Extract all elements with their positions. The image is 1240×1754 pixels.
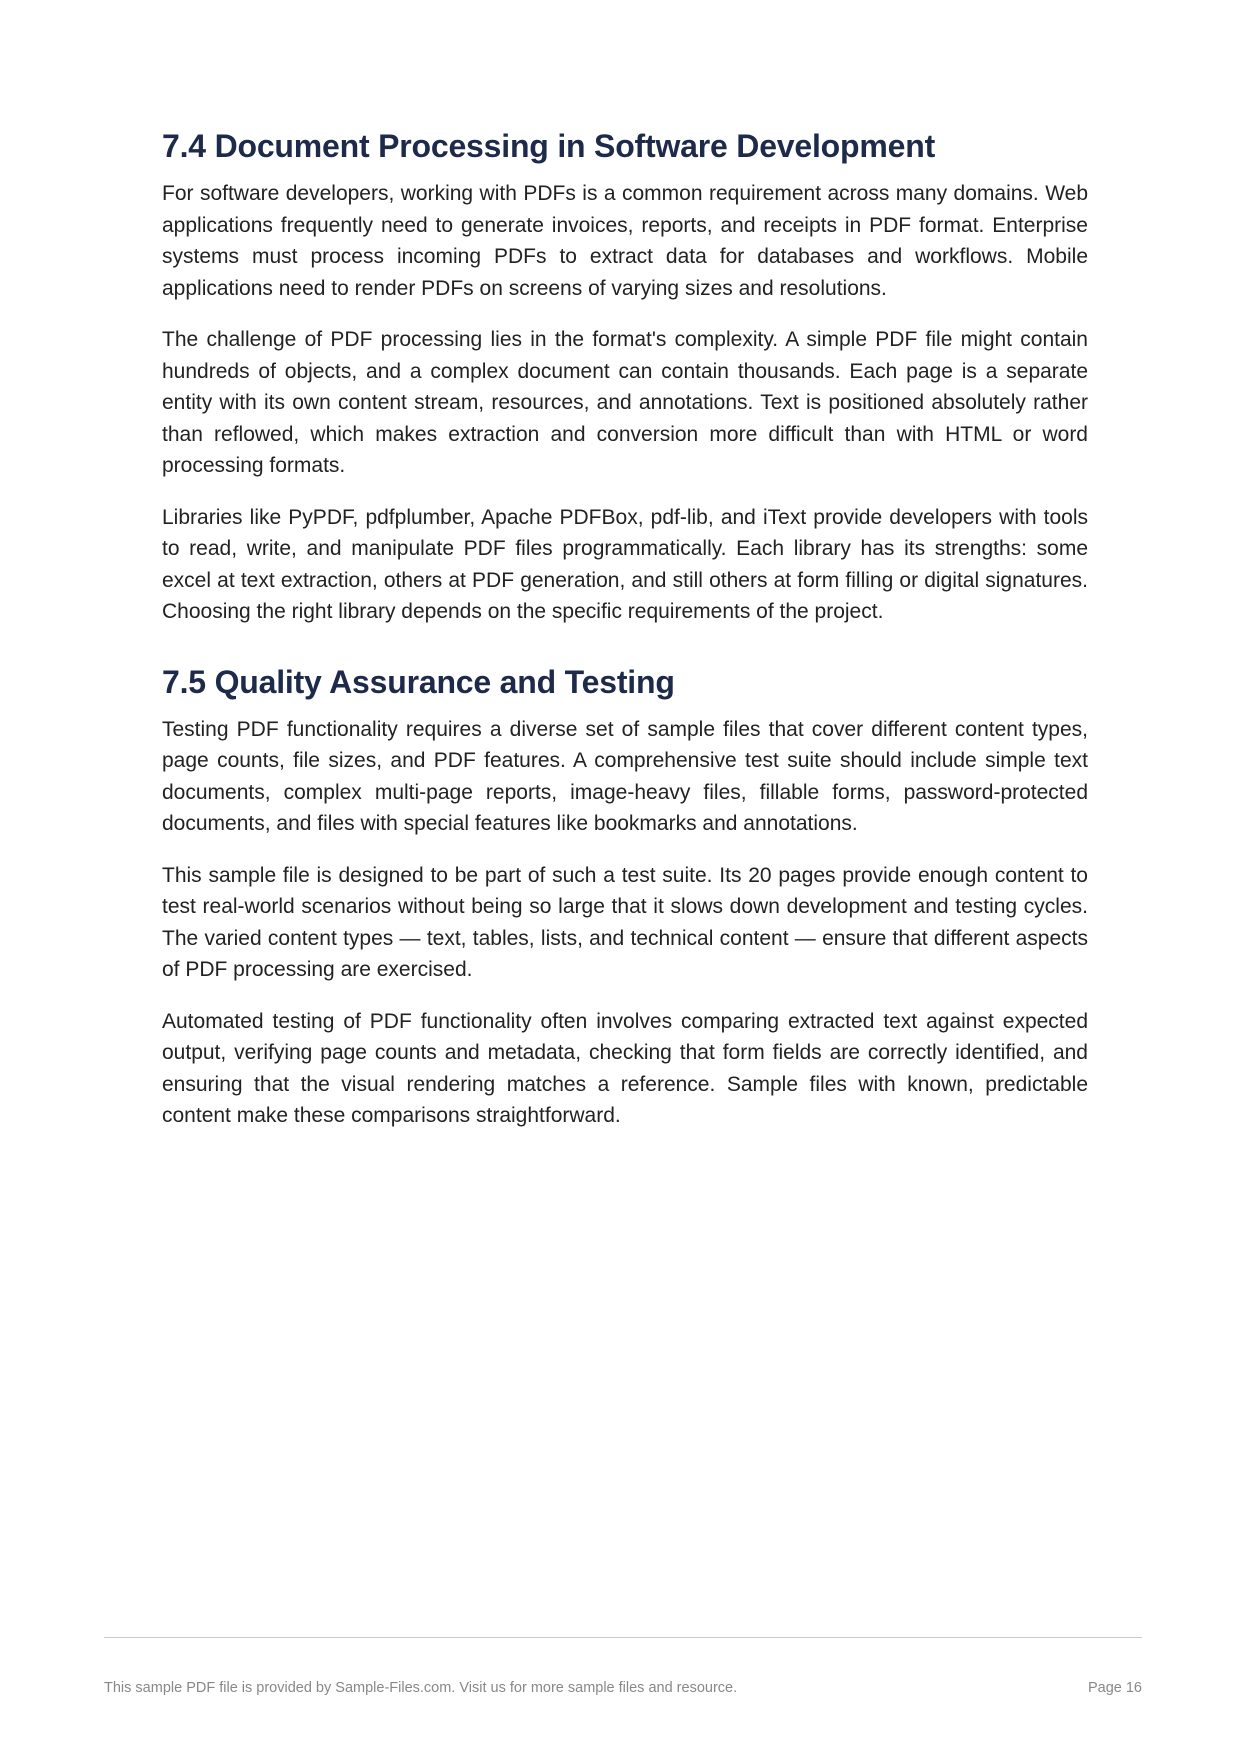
paragraph: For software developers, working with PDFs is a common requirement across many domains. Web applications frequently need to generate invoices, reports, and receipts in PDF format. Enterprise systems must process incoming PDFs to extract data for databases and workflows. Mobile applications need to render PDFs on screens of varying sizes and resolutions. [162, 182, 1088, 300]
paragraph: Testing PDF functionality requires a diverse set of sample files that cover different content types, page counts, file sizes, and PDF features. A comprehensive test suite should include simple text documents, complex multi-page reports, image-heavy files, fillable forms, password-protected documents, and files with special features like bookmarks and annotations. [162, 717, 1088, 835]
footer-divider [104, 1637, 1142, 1638]
section-heading-7-4: 7.4 Document Processing in Software Development [162, 128, 936, 164]
paragraph: This sample file is designed to be part of such a test suite. Its 20 pages provide enough content to test real-world scenarios without being so large that it slows down development and testing cycles. The varied content types — text, tables, lists, and technical content — ensure that different aspects of PDF processing are exercised. [162, 863, 1088, 981]
paragraph: The challenge of PDF processing lies in the format's complexity. A simple PDF file might contain hundreds of objects, and a complex document can contain thousands. Each page is a separate entity with its own content stream, resources, and annotations. Text is positioned absolutely rather than reflowed, which makes extraction and conversion more difficult than with HTML or word processing formats. [162, 328, 1088, 477]
footer-note: This sample PDF file is provided by Sample-Files.com. Visit us for more sample files and resource. [104, 1680, 738, 1696]
section-heading-7-5: 7.5 Quality Assurance and Testing [162, 663, 675, 700]
paragraph: Libraries like PyPDF, pdfplumber, Apache PDFBox, pdf-lib, and iText provide developers with tools to read, write, and manipulate PDF files programmatically. Each library has its strengths: some excel at text extraction, others at PDF generation, and still others at form filling or digital signatures. Choosing the right library depends on the specific requirements of the project. [162, 505, 1088, 623]
paragraph: Automated testing of PDF functionality often involves comparing extracted text against expected output, verifying page counts and metadata, checking that form fields are correctly identified, and ensuring that the visual rendering matches a reference. Sample files with known, predictable content make these comparisons straightforward. [162, 1009, 1088, 1127]
page-number: Page 16 [1087, 1680, 1142, 1696]
page-content [162, 126, 1088, 1152]
